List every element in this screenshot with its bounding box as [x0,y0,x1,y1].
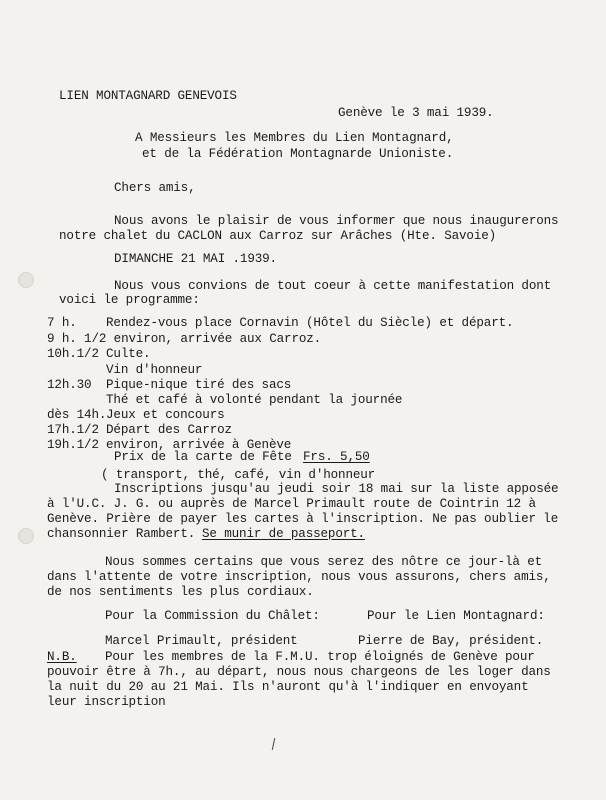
program-time: 17h.1/2 [47,423,99,437]
closing-line-3: de nos sentiments les plus cordiaux. [47,585,314,599]
program-item: Jeux et concours [106,408,225,422]
addressee-line-2: et de la Fédération Montagnarde Unioniste. [142,147,454,161]
signature-left-name: Marcel Primault, président [105,634,298,648]
invite-line-1: Nous vous convions de tout coeur à cette manifestation dont [114,279,552,293]
salutation: Chers amis, [114,181,196,195]
passport-reminder: Se munir de passeport. [202,527,365,541]
registration-line-1: Inscriptions jusqu'au jeudi soir 18 mai sur la liste apposée [114,482,559,496]
program-time: dès 14h. [47,408,107,422]
program-item: Culte. [106,347,151,361]
program-time: 19h.1/2 [47,438,99,452]
nb-label: N.B. [47,650,77,664]
program-item: Thé et café à volonté pendant la journée [106,393,403,407]
closing-line-2: dans l'attente de votre inscription, nous vous assurons, chers amis, [47,570,551,584]
intro-line-2: notre chalet du CACLON aux Carroz sur Arâches (Hte. Savoie) [59,229,497,243]
price-note: ( transport, thé, café, vin d'honneur [101,468,376,482]
event-date: DIMANCHE 21 MAI .1939. [114,252,277,266]
signature-left-title: Pour la Commission du Châlet: [105,609,320,623]
program-time: 12h.30 [47,378,92,392]
program-item: Pique-nique tiré des sacs [106,378,292,392]
registration-line-4: chansonnier Rambert. [47,527,196,541]
registration-line-3: Genève. Prière de payer les cartes à l'inscription. Ne pas oublier le [47,512,559,526]
letter-date: Genève le 3 mai 1939. [338,106,494,120]
program-time: 9 h. 1/2 environ, arrivée aux Carroz. [47,332,322,346]
nb-line-2: pouvoir être à 7h., au départ, nous nous chargeons de les loger dans [47,665,551,679]
program-time: 7 h. [47,316,77,330]
punch-hole-bottom [18,528,34,544]
signature-right-title: Pour le Lien Montagnard: [367,609,545,623]
price-label: Prix de la carte de Fête [114,450,292,464]
nb-line-3: la nuit du 20 au 21 Mai. Ils n'auront qu'à l'indiquer en envoyant [47,680,529,694]
registration-line-2: à l'U.C. J. G. ou auprès de Marcel Primault route de Cointrin 12 à [47,497,536,511]
organization-header: LIEN MONTAGNARD GENEVOIS [59,89,237,103]
signature-right-name: Pierre de Bay, président. [358,634,544,648]
closing-line-1: Nous sommes certains que vous serez des nôtre ce jour-là et [105,555,543,569]
program-time: 10h.1/2 [47,347,99,361]
nb-line-4: leur inscription [47,695,166,709]
program-item: Départ des Carroz [106,423,232,437]
intro-line-1: Nous avons le plaisir de vous informer que nous inaugurerons [114,214,559,228]
program-item: Rendez-vous place Cornavin (Hôtel du Siècle) et départ. [106,316,514,330]
invite-line-2: voici le programme: [59,293,200,307]
punch-hole-top [18,272,34,288]
program-item: Vin d'honneur [106,363,203,377]
program-item: environ, arrivée à Genève [106,438,292,452]
nb-line-1: Pour les membres de la F.M.U. trop éloignés de Genève pour [105,650,535,664]
price-value: Frs. 5,50 [303,450,370,464]
stray-mark [272,738,275,750]
addressee-line-1: A Messieurs les Membres du Lien Montagnard, [135,131,454,145]
